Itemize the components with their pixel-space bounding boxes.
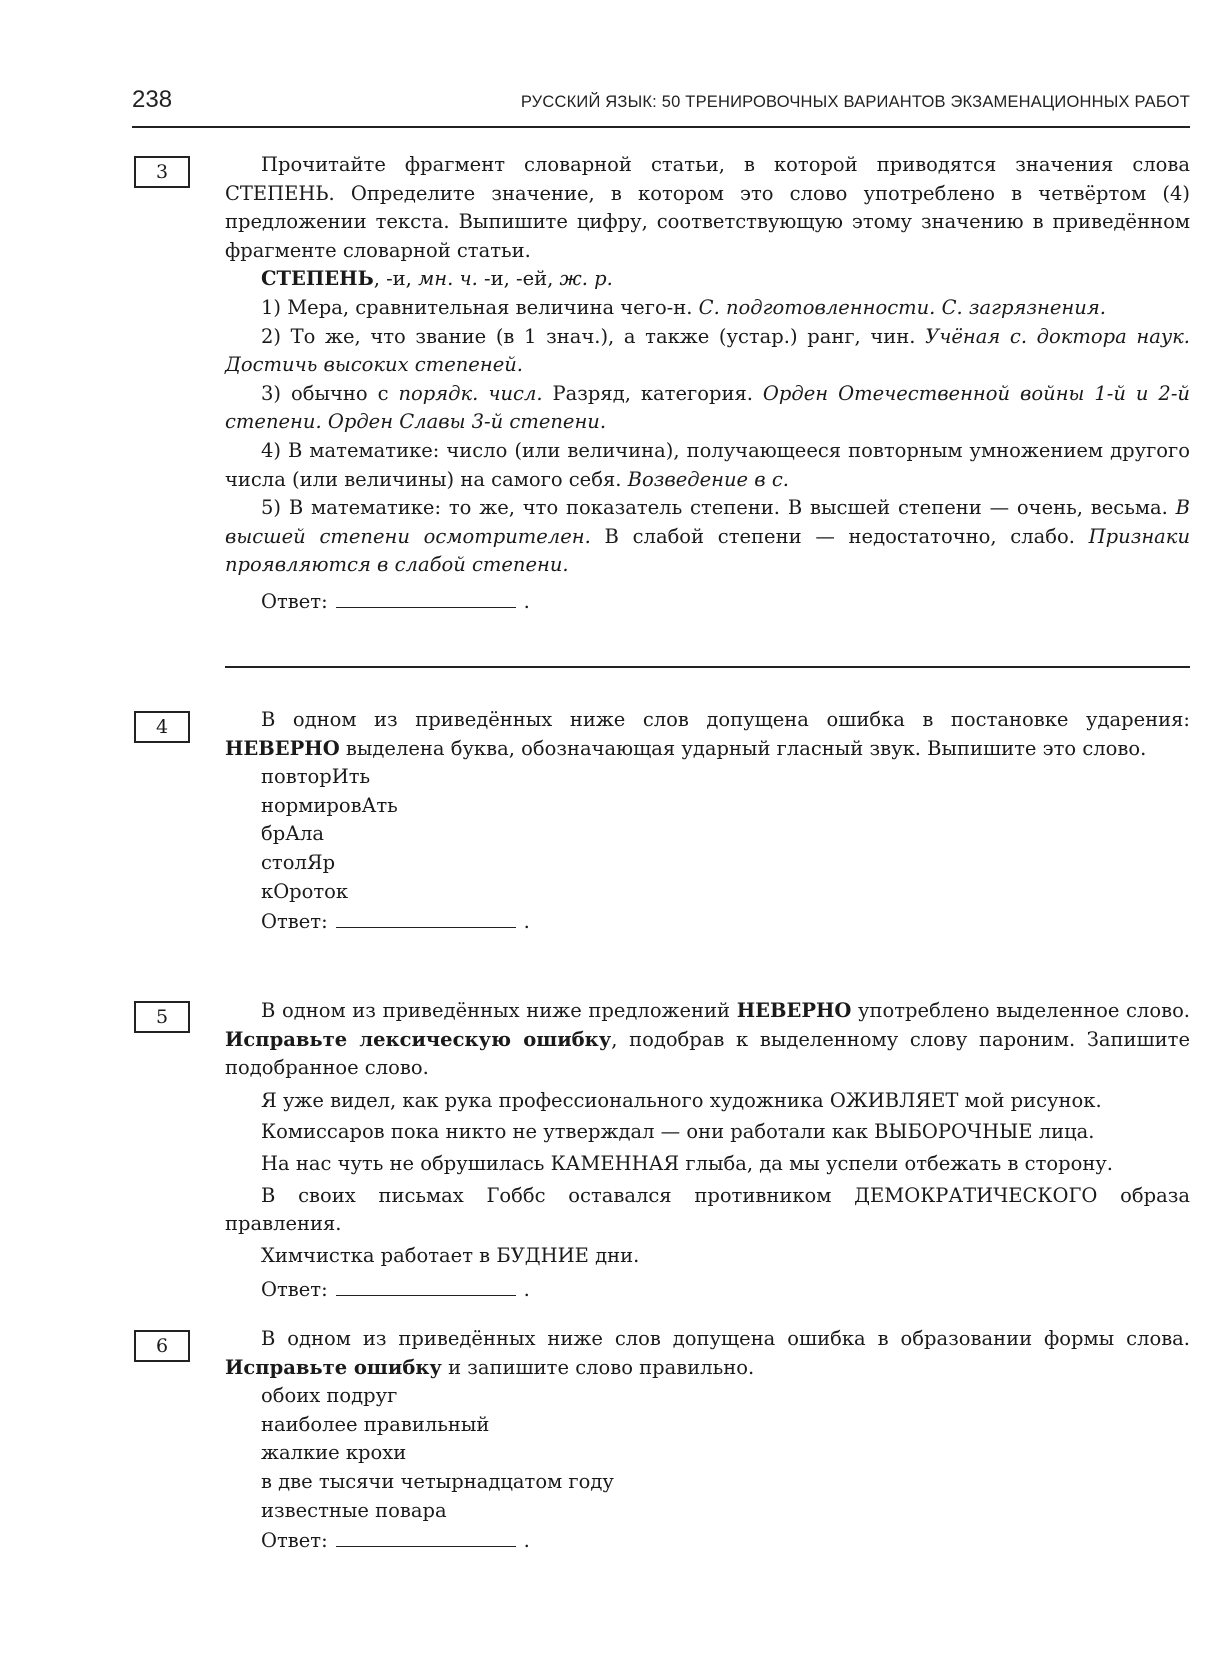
task-number-6: 6 [155,1335,169,1357]
meaning-5: 5) В математике: то же, что показатель степени. В высшей степени — очень, весьма. В высшей степени осмотрителен. В слабой степени — недостаточно, слабо. Признаки проявляются в слабой степени. [225,496,1190,577]
answer-row-4: Ответ: . [261,910,530,934]
list-item: наиболее правильный [261,1412,490,1436]
list-item: Химчистка работает в БУДНИЕ дни. [261,1243,640,1267]
meaning-2: 2) То же, что звание (в 1 знач.), а также (устар.) ранг, чин. Учёная с. доктора наук. Достичь высоких степеней. [225,324,1190,377]
task-3 [225,151,1190,617]
task-6 [225,1325,1190,1556]
task-number-3: 3 [155,161,169,183]
answer-label: Ответ: [261,910,328,934]
answer-field-3[interactable] [336,589,516,608]
meaning-4: 4) В математике: число (или величина), получающееся повторным умножением другого числа (или величины) на самого себя. Возведение в с. [225,438,1190,491]
task-number-box-6 [134,1330,190,1362]
task-number-box-5 [134,1001,190,1033]
entry-word: СТЕПЕНЬ [261,267,374,291]
list-item: известные повара [261,1498,447,1522]
list-item: жалкие крохи [261,1441,407,1465]
page-header [132,86,1190,128]
answer-field-6[interactable] [336,1528,516,1547]
list-item: нормировАть [261,793,398,817]
answer-label: Ответ: [261,1278,328,1302]
running-title: РУССКИЙ ЯЗЫК: 50 ТРЕНИРОВОЧНЫХ ВАРИАНТОВ ЭКЗАМЕНАЦИОННЫХ РАБОТ [520,93,1190,111]
task-number-5: 5 [155,1006,169,1028]
list-item: в две тысячи четырнадцатом году [261,1469,614,1493]
task-6-intro: В одном из приведённых ниже слов допущена ошибка в образовании формы слова. Исправьте ошибку и запишите слово правильно. [225,1327,1190,1379]
list-item: повторИть [261,765,371,789]
answer-row-3: Ответ: . [261,589,530,613]
list-item: кОроток [261,879,349,903]
task-4 [225,706,1190,937]
answer-row-5: Ответ: . [261,1278,530,1302]
page-number: 238 [132,86,173,113]
section-divider [225,666,1190,668]
task-number-4: 4 [155,716,169,738]
answer-field-4[interactable] [336,909,516,928]
task-4-intro: В одном из приведённых ниже слов допущена ошибка в постановке ударения: НЕВЕРНО выделена буква, обозначающая ударный гласный звук. Выпишите это слово. [225,708,1190,760]
answer-label: Ответ: [261,1529,328,1553]
meaning-1: 1) Мера, сравнительная величина чего-н. С. подготовленности. С. загрязнения. [261,295,1106,319]
list-item: В своих письмах Гоббс оставался противником ДЕМОКРАТИЧЕСКОГО образа правления. [225,1183,1190,1236]
task-number-box-4 [134,711,190,743]
answer-label: Ответ: [261,589,328,613]
answer-row-6: Ответ: . [261,1529,530,1553]
list-item: брАла [261,822,325,846]
list-item: столЯр [261,850,336,874]
task-3-intro: Прочитайте фрагмент словарной статьи, в которой приводятся значения слова СТЕПЕНЬ. Определите значение, в котором это слово употреблено в четвёртом (4) предложении текста. Выпишите цифру, соответствующую этому значению в приведённом фрагменте словарной статьи. [225,153,1190,262]
task-5 [225,997,1190,1305]
list-item: Я уже видел, как рука профессионального художника ОЖИВЛЯЕТ мой рисунок. [261,1088,1102,1112]
answer-field-5[interactable] [336,1277,516,1296]
list-item: Комиссаров пока никто не утверждал — они работали как ВЫБОРОЧНЫЕ лица. [261,1120,1095,1144]
list-item: обоих подруг [261,1384,398,1408]
task-number-box-3 [134,156,190,188]
dictionary-entry-head: СТЕПЕНЬ, -и, мн. ч. -и, -ей, ж. р. [261,267,613,291]
task-5-intro: В одном из приведённых ниже предложений НЕВЕРНО употреблено выделенное слово. Исправьте лексическую ошибку, подобрав к выделенному слову пароним. Запишите подобранное слово. [225,999,1191,1080]
meaning-3: 3) обычно с порядк. числ. Разряд, категория. Орден Отечественной войны 1-й и 2-й степени. Орден Славы 3-й степени. [225,381,1190,434]
list-item: На нас чуть не обрушилась КАМЕННАЯ глыба, да мы успели отбежать в сторону. [261,1151,1113,1175]
